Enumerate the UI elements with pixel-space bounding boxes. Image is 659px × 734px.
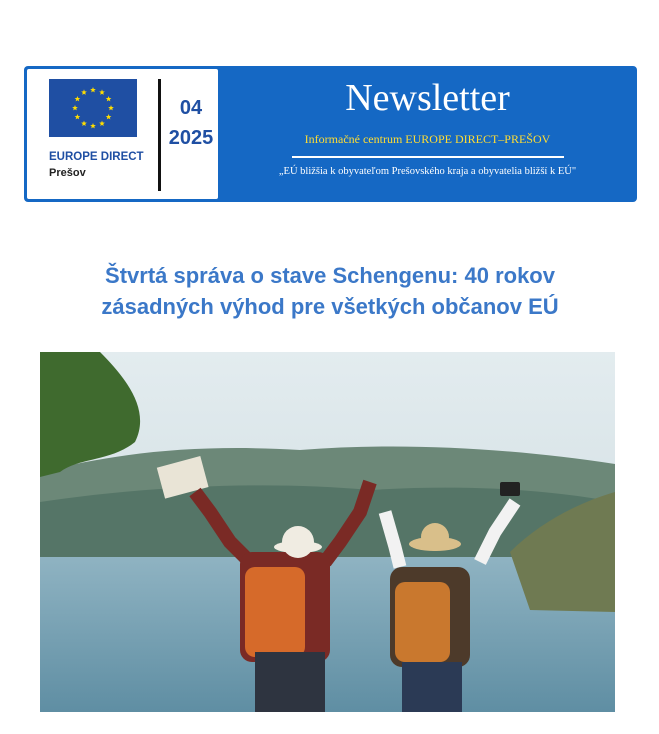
eu-star-icon bbox=[90, 87, 96, 92]
eu-star-icon bbox=[99, 89, 105, 94]
eu-star-icon bbox=[108, 105, 114, 110]
headline-line-2: zásadných výhod pre všetkých občanov EÚ bbox=[101, 294, 559, 319]
newsletter-title: Newsletter bbox=[345, 77, 510, 119]
eu-star-icon bbox=[90, 123, 96, 128]
newsletter-motto: „EÚ bližšia k obyvateľom Prešovského kraja a obyvatelia bližší k EÚ" bbox=[278, 166, 577, 177]
eu-star-icon bbox=[81, 121, 87, 126]
organization-name: EUROPE DIRECT bbox=[49, 151, 144, 163]
headline-line-1: Štvrtá správa o stave Schengenu: 40 rokov bbox=[105, 263, 555, 288]
eu-star-icon bbox=[75, 114, 81, 119]
issue-year: 2025 bbox=[168, 127, 214, 149]
organization-city: Prešov bbox=[49, 167, 86, 179]
eu-star-icon bbox=[72, 105, 78, 110]
eu-flag-icon bbox=[49, 79, 137, 137]
article-photo-travelers bbox=[40, 352, 615, 712]
divider bbox=[158, 79, 161, 191]
eu-star-icon bbox=[99, 121, 105, 126]
newsletter-banner bbox=[24, 66, 637, 202]
title-underline bbox=[292, 156, 564, 158]
issue-number: 04 bbox=[179, 97, 203, 119]
article-headline bbox=[30, 260, 630, 322]
eu-star-icon bbox=[75, 96, 81, 101]
newsletter-subtitle: Informačné centrum EUROPE DIRECT–PREŠOV bbox=[304, 132, 551, 146]
eu-star-icon bbox=[81, 89, 87, 94]
eu-star-icon bbox=[106, 114, 112, 119]
eu-star-icon bbox=[106, 96, 112, 101]
europe-direct-logo-box bbox=[27, 69, 218, 199]
